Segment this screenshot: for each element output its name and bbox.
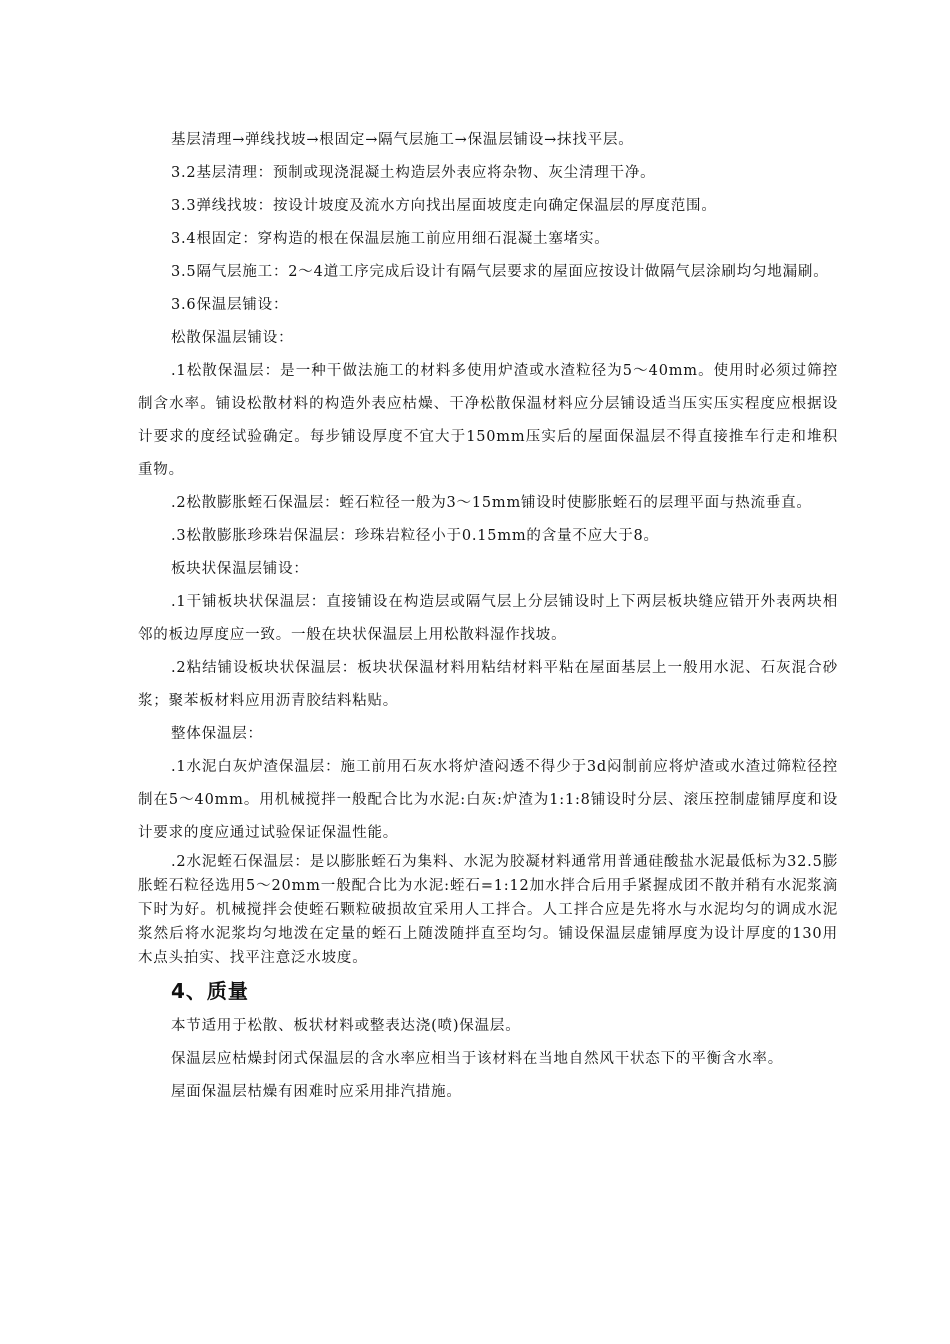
document-body xyxy=(138,124,838,1109)
paragraph-quality-3: 屋面保温层枯燥有困难时应采用排汽措施。 xyxy=(171,1084,462,1100)
paragraph-loose-1: .1松散保温层：是一种干做法施工的材料多使用炉渣或水渣粒径为5～40mm。使用时必须过筛控制含水率。铺设松散材料的构造外表应枯燥、干净松散保温材料应分层铺设适当压实压实程度应根据设计要求的度经试验确定。每步铺设厚度不宜大于150mm压实后的屋面保温层不得直接推车行走和堆积重物。 xyxy=(138,363,838,478)
paragraph-quality-1: 本节适用于松散、板状材料或整表达浇(喷)保温层。 xyxy=(171,1018,521,1034)
paragraph-board-1: .1干铺板块状保温层：直接铺设在构造层或隔气层上分层铺设时上下两层板块缝应错开外表两块相邻的板边厚度应一致。一般在块状保温层上用松散料湿作找坡。 xyxy=(138,594,838,643)
paragraph-integral-2: .2水泥蛭石保温层：是以膨胀蛭石为集料、水泥为胶凝材料通常用普通硅酸盐水泥最低标为32.5膨胀蛭石粒径选用5～20mm一般配合比为水泥:蛭石=1:12加水拌合后用手紧握成团不散并稍有水泥浆滴下时为好。机械搅拌会使蛭石颗粒破损故宜采用人工拌合。人工拌合应是先将水与水泥均匀的调成水泥浆然后将水泥浆均匀地泼在定量的蛭石上随泼随拌直至均匀。铺设保温层虚铺厚度为设计厚度的130用木点头拍实、找平注意泛水坡度。 xyxy=(138,854,838,966)
subheading-integral-insulation: 整体保温层： xyxy=(171,726,263,742)
subheading-board-insulation: 板块状保温层铺设： xyxy=(171,561,309,577)
process-flow-text: 基层清理→弹线找坡→根固定→隔气层施工→保温层铺设→抹找平层。 xyxy=(171,132,634,148)
paragraph-3-4: 3.4根固定：穿构造的根在保温层施工前应用细石混凝土塞堵实。 xyxy=(171,231,610,247)
paragraph-3-2: 3.2基层清理：预制或现浇混凝土构造层外表应将杂物、灰尘清理干净。 xyxy=(171,165,656,181)
paragraph-3-3: 3.3弹线找坡：按设计坡度及流水方向找出屋面坡度走向确定保温层的厚度范围。 xyxy=(171,198,717,214)
paragraph-loose-2: .2松散膨胀蛭石保温层：蛭石粒径一般为3～15mm铺设时使膨胀蛭石的层理平面与热流垂直。 xyxy=(171,495,812,511)
paragraph-integral-1: .1水泥白灰炉渣保温层：施工前用石灰水将炉渣闷透不得少于3d闷制前应将炉渣或水渣过筛粒径控制在5～40mm。用机械搅拌一般配合比为水泥:白灰:炉渣为1:1:8铺设时分层、滚压控制虚铺厚度和设计要求的度应通过试验保证保温性能。 xyxy=(138,759,838,841)
paragraph-quality-2: 保温层应枯燥封闭式保温层的含水率应相当于该材料在当地自然风干状态下的平衡含水率。 xyxy=(171,1051,783,1067)
paragraph-3-6: 3.6保温层铺设： xyxy=(171,297,289,313)
paragraph-loose-3: .3松散膨胀珍珠岩保温层：珍珠岩粒径小于0.15mm的含量不应大于8。 xyxy=(171,528,659,544)
section-heading-quality: 4、质量 xyxy=(171,979,249,1003)
paragraph-board-2: .2粘结铺设板块状保温层：板块状保温材料用粘结材料平粘在屋面基层上一般用水泥、石灰混合砂浆；聚苯板材料应用沥青胶结料粘贴。 xyxy=(138,660,838,709)
paragraph-3-5: 3.5隔气层施工：2～4道工序完成后设计有隔气层要求的屋面应按设计做隔气层涂刷均匀地漏刷。 xyxy=(171,264,829,280)
subheading-loose-insulation: 松散保温层铺设： xyxy=(171,330,294,346)
